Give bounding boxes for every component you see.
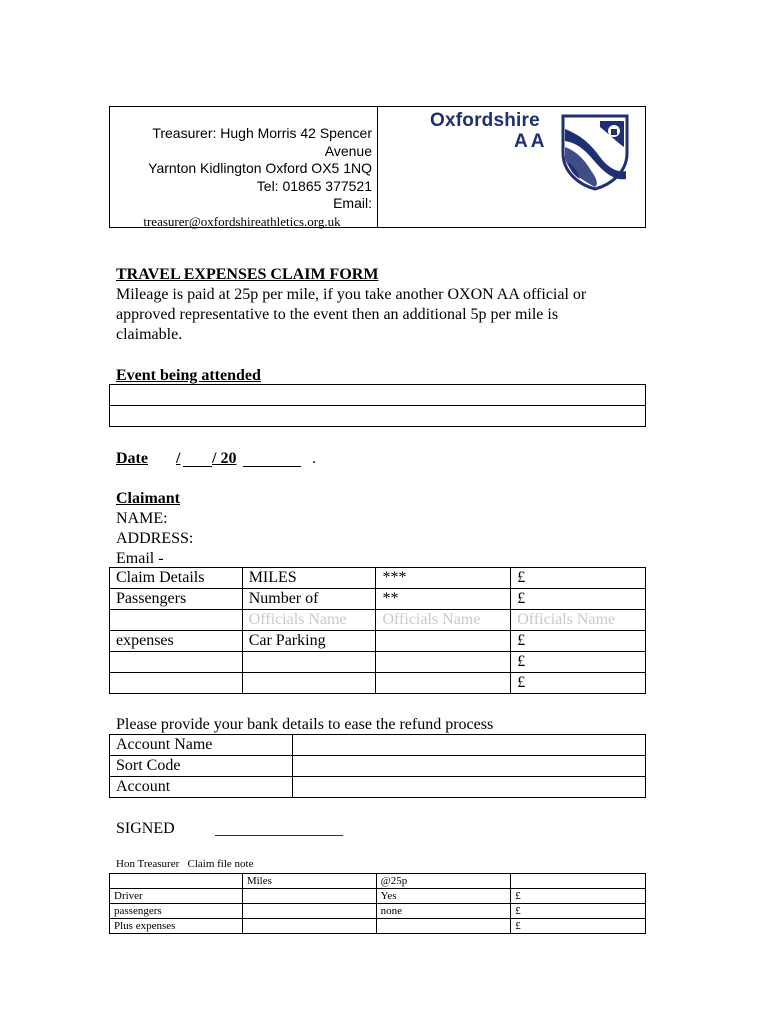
table-cell: Claim Details: [110, 568, 243, 589]
table-row: [110, 874, 646, 889]
table-row: [110, 756, 646, 777]
table-cell[interactable]: £: [511, 889, 646, 904]
table-cell[interactable]: [242, 673, 376, 694]
table-cell: Driver: [110, 889, 243, 904]
date-label: Date: [116, 450, 148, 467]
table-row: [110, 919, 646, 934]
date-end: .: [312, 450, 316, 467]
address-line: Treasurer: Hugh Morris 42 Spencer: [152, 125, 372, 141]
account-name-field[interactable]: [292, 735, 645, 756]
name-label: NAME:: [116, 510, 168, 527]
claimant-heading: Claimant: [116, 490, 180, 507]
table-row: [110, 589, 646, 610]
table-row: [110, 631, 646, 652]
table-cell: [511, 874, 646, 889]
intro-line: Mileage is paid at 25p per mile, if you take another OXON AA official or: [116, 286, 587, 303]
bank-label: Account Name: [110, 735, 293, 756]
table-cell[interactable]: [110, 652, 243, 673]
table-cell: passengers: [110, 904, 243, 919]
table-cell[interactable]: [376, 673, 511, 694]
table-cell: none: [376, 904, 511, 919]
note-heading: Hon Treasurer Claim file note: [116, 858, 254, 870]
table-cell[interactable]: £: [511, 904, 646, 919]
date-separator: / 20: [212, 450, 237, 467]
logo-text-oxfordshire: Oxfordshire: [430, 110, 540, 131]
table-cell[interactable]: £: [511, 631, 646, 652]
bank-label: Sort Code: [110, 756, 293, 777]
date-underline: [183, 466, 212, 467]
email-label: Email -: [116, 550, 164, 567]
officials-name-field[interactable]: Officials Name: [511, 610, 646, 631]
table-cell: MILES: [242, 568, 376, 589]
table-cell: expenses: [110, 631, 243, 652]
table-cell: [110, 874, 243, 889]
table-cell: [110, 610, 243, 631]
table-cell[interactable]: £: [511, 589, 646, 610]
table-cell[interactable]: [242, 904, 376, 919]
officials-name-field[interactable]: Officials Name: [376, 610, 511, 631]
table-cell: Miles: [242, 874, 376, 889]
account-number-field[interactable]: [292, 777, 645, 798]
table-cell: [376, 919, 511, 934]
intro-line: approved representative to the event then an additional 5p per mile is: [116, 306, 559, 323]
address-line: Tel: 01865 377521: [256, 177, 372, 194]
intro-line: claimable.: [116, 326, 183, 343]
treasurer-email[interactable]: treasurer@oxfordshireathletics.org.uk: [143, 213, 341, 229]
logo-text-aa: AA: [514, 131, 548, 152]
table-row: [110, 735, 646, 756]
bank-table: [109, 734, 646, 798]
address-label: ADDRESS:: [116, 530, 194, 547]
club-shield-logo-icon: [560, 113, 630, 191]
address-line: Yarnton Kidlington Oxford OX5 1NQ: [148, 160, 372, 176]
event-field[interactable]: [110, 385, 646, 406]
header-divider: [377, 106, 378, 228]
date-separator: /: [176, 450, 181, 467]
table-row: [110, 673, 646, 694]
table-cell[interactable]: **: [376, 589, 511, 610]
bank-label: Account: [110, 777, 293, 798]
date-row: [116, 449, 346, 469]
signed-label: SIGNED: [116, 820, 175, 837]
table-cell: Passengers: [110, 589, 243, 610]
table-row: [110, 568, 646, 589]
table-cell: @25p: [376, 874, 511, 889]
bank-intro: Please provide your bank details to ease the refund process: [116, 716, 494, 733]
table-row: [110, 904, 646, 919]
table-cell[interactable]: [376, 652, 511, 673]
table-cell[interactable]: £: [511, 652, 646, 673]
table-cell[interactable]: [242, 889, 376, 904]
sort-code-field[interactable]: [292, 756, 645, 777]
table-cell[interactable]: [110, 673, 243, 694]
table-cell[interactable]: £: [511, 673, 646, 694]
date-year-field[interactable]: [243, 466, 301, 467]
table-row: [110, 652, 646, 673]
table-cell[interactable]: [242, 919, 376, 934]
address-line: Email:: [333, 195, 372, 211]
table-cell[interactable]: [242, 652, 376, 673]
form-title: TRAVEL EXPENSES CLAIM FORM: [116, 266, 379, 283]
event-label: Event being attended: [116, 367, 261, 384]
table-row: [110, 889, 646, 904]
event-table: [109, 384, 646, 427]
signature-line[interactable]: ________________: [215, 821, 343, 838]
officials-name-field[interactable]: Officials Name: [242, 610, 376, 631]
claim-table: [109, 567, 646, 694]
treasurer-address: [112, 125, 372, 230]
table-cell: Plus expenses: [110, 919, 243, 934]
table-cell: Number of: [242, 589, 376, 610]
table-row: [110, 610, 646, 631]
table-cell[interactable]: £: [511, 919, 646, 934]
table-row: [110, 777, 646, 798]
address-line: Avenue: [324, 142, 372, 159]
table-cell: Yes: [376, 889, 511, 904]
table-cell[interactable]: £: [511, 568, 646, 589]
table-cell: Car Parking: [242, 631, 376, 652]
table-cell[interactable]: ***: [376, 568, 511, 589]
event-field[interactable]: [110, 406, 646, 427]
note-table: [109, 873, 646, 934]
table-cell[interactable]: [376, 631, 511, 652]
